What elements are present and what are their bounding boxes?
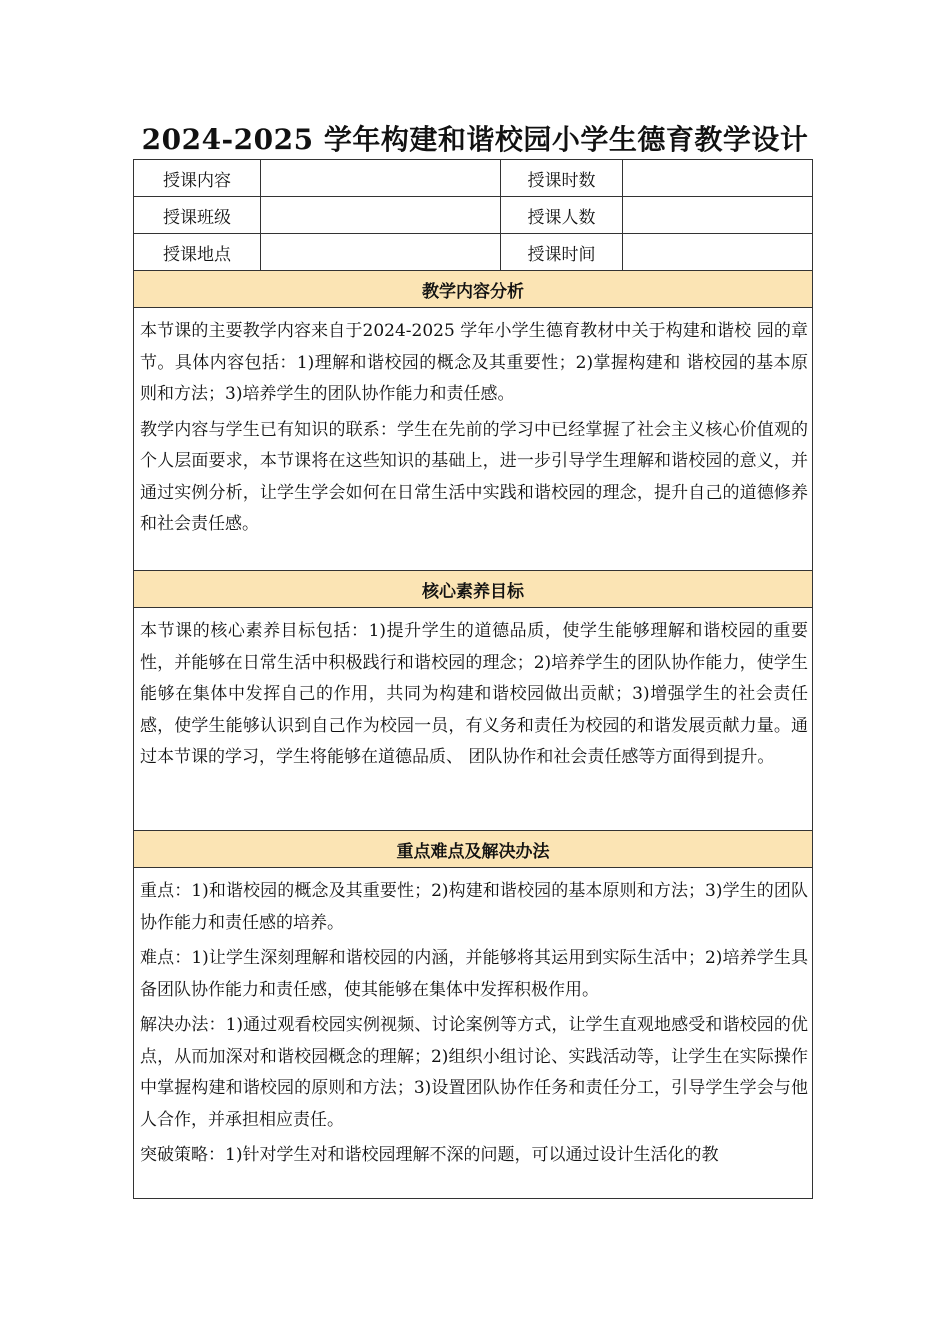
- info-row-content: [134, 160, 813, 197]
- keypoints-paragraph-2: 难点：1)让学生深刻理解和谐校园的内涵，并能够将其运用到实际生活中；2)培养学生具备团队协作能力和责任感，使其能够在集体中发挥积极作用。: [140, 948, 808, 1000]
- info-row-place: [134, 234, 813, 271]
- section-body-analysis: [134, 308, 813, 571]
- label-hours: 授课时数: [501, 160, 623, 197]
- value-place[interactable]: [261, 234, 501, 271]
- keypoints-paragraph-3: 解决办法：1)通过观看校园实例视频、讨论案例等方式，让学生直观地感受和谐校园的优点，从而加深对和谐校园概念的理解；2)组织小组讨论、实践活动等，让学生在实际操作中掌握构建和谐校园的原则和方法；3)设置团队协作任务和责任分工，引导学生学会与他人合作，并承担相应责任。: [140, 1015, 808, 1130]
- literacy-paragraph-1: 本节课的核心素养目标包括：1)提升学生的道德品质，使学生能够理解和谐校园的重要性，并能够在日常生活中积极践行和谐校园的理念；2)培养学生的团队协作能力，使学生能够在集体中发挥自己的作用，共同为构建和谐校园做出贡献；3)增强学生的社会责任感，使学生能够认识到自己作为校园一员，有义务和责任为校园的和谐发展贡献力量。通过本节课的学习，学生将能够在道德品质、 团队协作和社会责任感等方面得到提升。: [140, 621, 808, 767]
- keypoints-paragraph-1: 重点：1)和谐校园的概念及其重要性；2)构建和谐校园的基本原则和方法；3)学生的团队协作能力和责任感的培养。: [140, 881, 808, 933]
- label-count: 授课人数: [501, 197, 623, 234]
- label-content: 授课内容: [134, 160, 261, 197]
- info-row-class: [134, 197, 813, 234]
- section-body-keypoints: [134, 868, 813, 1199]
- value-content[interactable]: [261, 160, 501, 197]
- section-heading-literacy: 核心素养目标: [134, 571, 813, 608]
- value-count[interactable]: [623, 197, 813, 234]
- value-hours[interactable]: [623, 160, 813, 197]
- label-class: 授课班级: [134, 197, 261, 234]
- analysis-paragraph-1: 本节课的主要教学内容来自于2024-2025 学年小学生德育教材中关于构建和谐校 园的章节。具体内容包括：1)理解和谐校园的概念及其重要性；2)掌握构建和 谐校园的基本原则和方法；3)培养学生的团队协作能力和责任感。: [140, 321, 808, 404]
- label-place: 授课地点: [134, 234, 261, 271]
- keypoints-paragraph-4: 突破策略：1)针对学生对和谐校园理解不深的问题，可以通过设计生活化的教: [140, 1145, 719, 1165]
- section-heading-analysis: 教学内容分析: [134, 271, 813, 308]
- document-title: 2024-2025 学年构建和谐校园小学生德育教学设计: [141, 123, 809, 156]
- section-body-literacy: [134, 608, 813, 831]
- value-time[interactable]: [623, 234, 813, 271]
- section-heading-keypoints: 重点难点及解决办法: [134, 831, 813, 868]
- value-class[interactable]: [261, 197, 501, 234]
- lesson-plan-table: [133, 159, 813, 1199]
- label-time: 授课时间: [501, 234, 623, 271]
- analysis-paragraph-2: 教学内容与学生已有知识的联系：学生在先前的学习中已经掌握了社会主义核心价值观的个人层面要求，本节课将在这些知识的基础上，进一步引导学生理解和谐校园的意义，并通过实例分析，让学生学会如何在日常生活中实践和谐校园的理念，提升自己的道德修养和社会责任感。: [140, 419, 808, 534]
